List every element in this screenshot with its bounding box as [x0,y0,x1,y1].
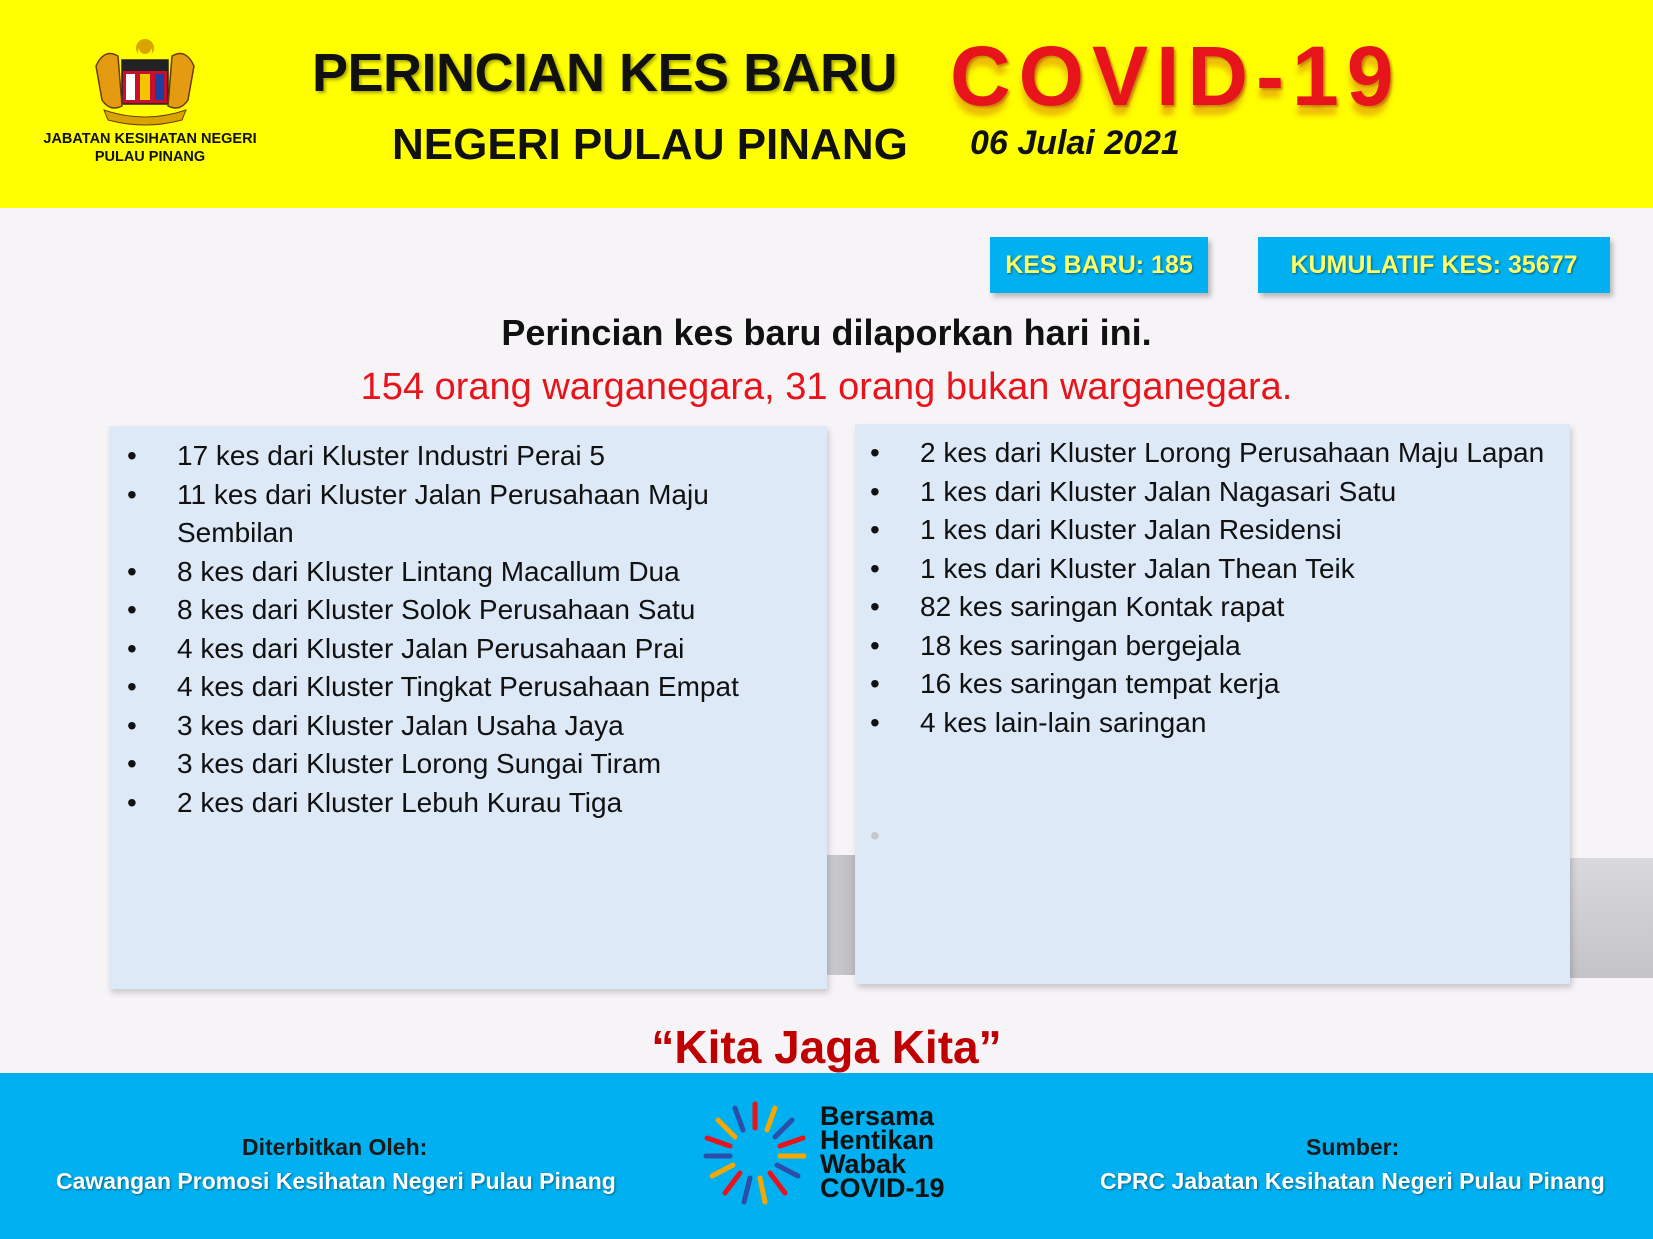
list-item: • 18 kes saringan bergejala [870,627,1560,666]
list-item: • 4 kes dari Kluster Tingkat Perusahaan Empat [127,668,817,707]
list-item: • 17 kes dari Kluster Industri Perai 5 [127,437,817,476]
state-title: NEGERI PULAU PINANG [392,120,908,169]
report-date: 06 Julai 2021 [970,124,1180,162]
cumulative-cases-badge: KUMULATIF KES: 35677 [1258,237,1610,293]
panel-shadow [1570,858,1653,978]
slogan: “Kita Jaga Kita” [651,1021,1002,1073]
list-item: • 8 kes dari Kluster Solok Perusahaan Satu [127,591,817,630]
list-item: • 4 kes lain-lain saringan [870,704,1560,743]
campaign-burst-icon [700,1098,810,1208]
coat-of-arms-icon [86,38,204,126]
new-cases-badge: KES BARU: 185 [990,237,1208,293]
list-item: • 1 kes dari Kluster Jalan Residensi [870,511,1560,550]
publisher-label: Diterbitkan Oleh: [242,1134,428,1160]
left-case-list [127,437,817,822]
header-banner [0,0,1653,208]
list-item: • 8 kes dari Kluster Lintang Macallum Dua [127,553,817,592]
list-item: • 1 kes dari Kluster Jalan Thean Teik [870,550,1560,589]
source-name: CPRC Jabatan Kesihatan Negeri Pulau Pinang [1100,1168,1605,1194]
campaign-line: Hentikan [820,1125,935,1155]
agency-name: JABATAN KESIHATAN NEGERI PULAU PINANG [43,131,257,165]
publisher-name: Cawangan Promosi Kesihatan Negeri Pulau Pinang [56,1168,616,1194]
campaign-line: Wabak [820,1149,907,1179]
list-item: • 1 kes dari Kluster Jalan Nagasari Satu [870,473,1560,512]
panel-shadow [827,855,857,975]
campaign-line: Bersama [820,1101,935,1131]
covid-title: COVID-19 [950,29,1402,123]
list-item: • 2 kes dari Kluster Lebuh Kurau Tiga [127,784,817,823]
summary-heading: Perincian kes baru dilaporkan hari ini. [501,312,1152,353]
list-item: • 2 kes dari Kluster Lorong Perusahaan Maju Lapan [870,434,1560,473]
list-item: • 3 kes dari Kluster Jalan Usaha Jaya [127,707,817,746]
citizenship-breakdown: 154 orang warganegara, 31 orang bukan warganegara. [360,366,1293,408]
empty-bullet-icon: • [870,820,880,851]
list-item: • 11 kes dari Kluster Jalan Perusahaan Maju Sembilan [127,476,817,553]
page-title: PERINCIAN KES BARU [312,43,898,103]
list-item: • 16 kes saringan tempat kerja [870,665,1560,704]
list-item: • 82 kes saringan Kontak rapat [870,588,1560,627]
campaign-logo-text [820,1101,945,1203]
source-label: Sumber: [1306,1134,1400,1160]
campaign-line: COVID-19 [820,1173,945,1203]
list-item: • 4 kes dari Kluster Jalan Perusahaan Prai [127,630,817,669]
list-item: • 3 kes dari Kluster Lorong Sungai Tiram [127,745,817,784]
right-case-list [870,434,1560,742]
